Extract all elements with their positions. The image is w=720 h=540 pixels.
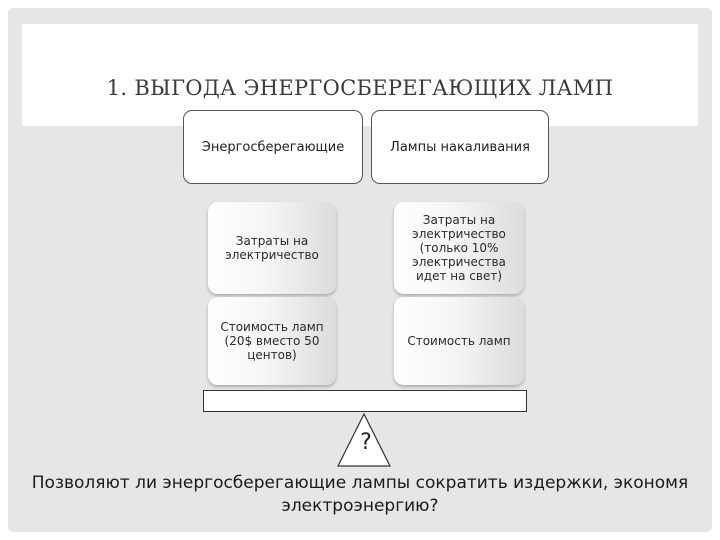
question-mark-symbol: ?	[360, 430, 372, 455]
slide-title: 1. ВЫГОДА ЭНЕРГОСБЕРЕГАЮЩИХ ЛАМП	[106, 76, 614, 100]
right-item-electricity-cost: Затраты на электричество (только 10% электричества идет на свет)	[394, 202, 524, 294]
title-band	[22, 24, 698, 126]
slide-question: Позволяют ли энергосберегающие лампы сократить издержки, экономя электроэнергию?	[31, 473, 689, 516]
column-header-energy-saving: Энергосберегающие	[183, 110, 363, 184]
scale-beam	[203, 390, 527, 412]
left-item-electricity-cost: Затраты на электричество	[208, 202, 336, 294]
left-item-lamp-cost: Стоимость ламп (20$ вместо 50 центов)	[208, 297, 336, 385]
column-header-incandescent: Лампы накаливания	[371, 110, 549, 184]
right-item-lamp-cost: Стоимость ламп	[394, 297, 524, 385]
